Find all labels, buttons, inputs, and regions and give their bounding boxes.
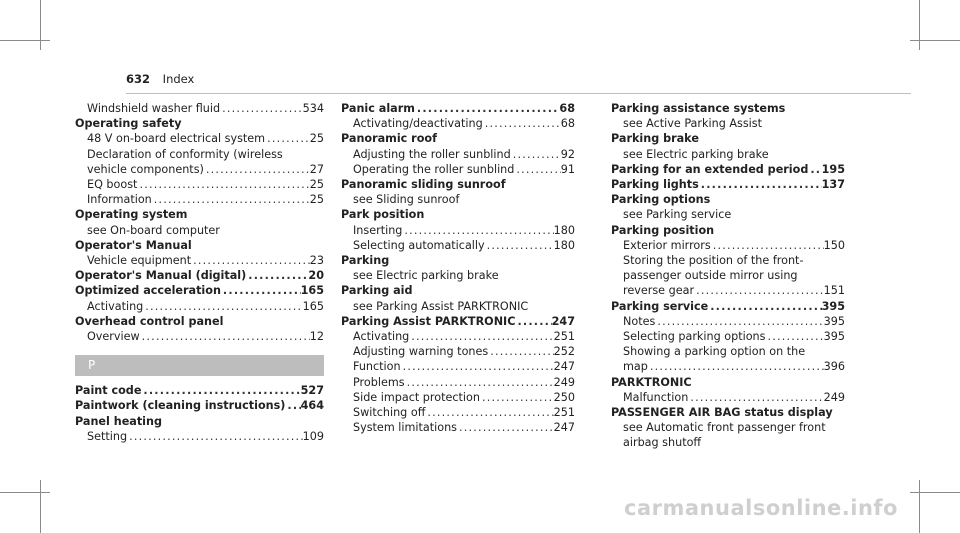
page-reference[interactable]: 249 — [553, 375, 575, 389]
leader-dots — [514, 162, 560, 177]
entry-text: airbag shutoff — [623, 436, 702, 450]
index-column-3 — [611, 101, 845, 451]
index-subentry — [75, 329, 324, 344]
entry-text: Operator's Manual (digital) — [75, 269, 247, 283]
page-reference[interactable]: 180 — [553, 238, 575, 252]
entry-text: see Sliding sunroof — [353, 193, 460, 207]
entry-text: Panoramic sliding sunroof — [341, 178, 506, 192]
leader-dots — [191, 253, 310, 268]
page-reference[interactable]: 27 — [309, 162, 324, 176]
page-reference[interactable]: 395 — [823, 330, 845, 344]
entry-text: Park position — [341, 208, 425, 222]
entry-text: Information — [87, 193, 152, 207]
entry-text: Problems — [353, 375, 405, 389]
entry-text: Optimized acceleration — [75, 284, 221, 298]
index-entry — [341, 314, 575, 329]
entry-text: see Parking service — [623, 208, 732, 222]
page-reference[interactable]: 25 — [309, 193, 324, 207]
index-subentry — [341, 344, 575, 359]
index-subentry — [341, 420, 575, 435]
page-reference[interactable]: 25 — [309, 132, 324, 146]
entry-text: Notes — [623, 314, 656, 328]
index-entry — [75, 268, 324, 283]
entry-text: Parking — [341, 254, 390, 268]
page-reference[interactable]: 251 — [553, 406, 575, 420]
entry-text: EQ boost — [87, 178, 138, 192]
entry-text: see Electric parking brake — [353, 269, 499, 283]
index-subentry — [341, 405, 575, 420]
leader-dots — [708, 299, 821, 314]
index-subentry — [611, 147, 845, 162]
entry-text: Vehicle equipment — [87, 254, 192, 268]
page-reference[interactable]: 249 — [823, 390, 845, 404]
page-reference[interactable]: 247 — [551, 314, 575, 328]
page-reference[interactable]: 109 — [302, 429, 324, 443]
index-entry — [611, 375, 845, 390]
entry-text: see Parking Assist PARKTRONIC — [353, 299, 529, 313]
index-entry — [75, 414, 324, 429]
entry-text: Paint code — [75, 384, 142, 398]
index-subentry — [611, 359, 845, 374]
page-header — [126, 72, 194, 86]
page-reference[interactable]: 195 — [821, 162, 845, 176]
leader-dots — [221, 283, 301, 298]
index-subentry — [75, 162, 324, 177]
entry-text: 48 V on-board electrical system — [87, 132, 266, 146]
index-subentry — [611, 329, 845, 344]
entry-text: Panel heating — [75, 414, 162, 428]
index-subentry — [611, 420, 845, 435]
entry-text: see Active Parking Assist — [623, 117, 762, 131]
page-reference[interactable]: 150 — [823, 238, 845, 252]
index-entry — [75, 207, 324, 222]
index-column-2 — [341, 101, 575, 435]
index-subentry — [341, 359, 575, 374]
leader-dots — [694, 283, 824, 298]
index-subentry — [341, 329, 575, 344]
leader-dots — [137, 177, 309, 192]
page-reference[interactable]: 12 — [309, 330, 324, 344]
page-reference[interactable]: 251 — [553, 330, 575, 344]
leader-dots — [409, 329, 553, 344]
leader-dots — [425, 405, 553, 420]
index-subentry — [611, 344, 845, 359]
leader-dots — [401, 359, 554, 374]
leader-dots — [140, 329, 310, 344]
entry-text: Activating — [353, 330, 410, 344]
page-reference[interactable]: 25 — [309, 178, 324, 192]
index-subentry — [611, 314, 845, 329]
leader-dots — [152, 192, 310, 207]
leader-dots — [402, 223, 553, 238]
index-subentry — [341, 223, 575, 238]
page-reference[interactable]: 91 — [560, 162, 575, 176]
index-subentry — [341, 375, 575, 390]
page-reference[interactable]: 165 — [300, 284, 324, 298]
index-entry — [341, 131, 575, 146]
entry-text: Operating safety — [75, 117, 182, 131]
page-reference[interactable]: 137 — [821, 178, 845, 192]
page-number: 632 — [126, 72, 151, 86]
leader-dots — [648, 359, 824, 374]
index-entry — [75, 383, 324, 398]
entry-text: Paintwork (cleaning instructions) — [75, 399, 286, 413]
index-subentry — [611, 435, 845, 450]
leader-dots — [143, 299, 302, 314]
crop-mark — [910, 492, 960, 493]
crop-mark — [40, 0, 41, 50]
entry-text: Operating the roller sunblind — [353, 162, 515, 176]
crop-mark — [919, 480, 920, 533]
entry-text: Overview — [87, 330, 140, 344]
leader-dots — [480, 390, 554, 405]
entry-text: passenger outside mirror using — [623, 269, 798, 283]
leader-dots — [285, 398, 300, 413]
index-subentry — [611, 253, 845, 268]
page-reference[interactable]: 68 — [559, 102, 575, 115]
entry-text: Switching off — [353, 406, 426, 420]
entry-text: Setting — [87, 429, 128, 443]
index-subentry — [75, 223, 324, 238]
page-reference[interactable]: 464 — [300, 399, 324, 413]
leader-dots — [511, 147, 561, 162]
index-entry — [341, 177, 575, 192]
page-title: Index — [162, 72, 195, 86]
page-reference[interactable]: 252 — [553, 345, 575, 359]
index-subentry — [611, 238, 845, 253]
entry-text: Parking position — [611, 223, 715, 237]
index-column-1 — [75, 101, 324, 444]
entry-text: Parking assistance systems — [611, 102, 786, 115]
index-subentry — [341, 238, 575, 253]
index-entry — [611, 223, 845, 238]
leader-dots — [765, 329, 823, 344]
leader-dots — [688, 390, 823, 405]
index-subentry — [75, 429, 324, 444]
entry-text: Selecting automatically — [353, 238, 485, 252]
entry-text: Activating/deactivating — [353, 117, 483, 131]
entry-text: Parking lights — [611, 178, 699, 192]
crop-mark — [40, 480, 41, 533]
index-subentry — [611, 283, 845, 298]
index-subentry — [611, 268, 845, 283]
leader-dots — [515, 314, 551, 329]
entry-text: see Automatic front passenger front — [623, 421, 826, 435]
index-subentry — [75, 192, 324, 207]
entry-text: Adjusting warning tones — [353, 345, 489, 359]
crop-mark — [0, 492, 50, 493]
page-reference[interactable]: 20 — [308, 269, 324, 283]
leader-dots — [483, 116, 561, 131]
index-entry — [611, 299, 845, 314]
index-entry — [611, 192, 845, 207]
entry-text: map — [623, 360, 648, 374]
entry-text: Showing a parking option on the — [623, 345, 806, 359]
entry-text: see Electric parking brake — [623, 147, 769, 161]
letter-section-header: P — [75, 355, 324, 376]
entry-text: Storing the position of the front- — [623, 254, 804, 268]
index-entry — [611, 177, 845, 192]
entry-text: Parking options — [611, 193, 711, 207]
page-reference[interactable]: 247 — [553, 360, 575, 374]
index-subentry — [75, 101, 324, 116]
page-reference[interactable]: 250 — [553, 390, 575, 404]
leader-dots — [141, 383, 300, 398]
entry-text: Selecting parking options — [623, 330, 766, 344]
index-entry — [611, 101, 845, 116]
index-subentry — [75, 147, 324, 162]
leader-dots — [488, 344, 553, 359]
page-reference[interactable]: 247 — [553, 421, 575, 435]
leader-dots — [457, 420, 554, 435]
index-subentry — [75, 131, 324, 146]
leader-dots — [127, 429, 303, 444]
entry-text: Parking for an extended period — [611, 162, 809, 176]
page-reference[interactable]: 396 — [823, 360, 845, 374]
watermark: carmanualsonline.info — [624, 496, 898, 520]
index-entry — [75, 238, 324, 253]
entry-text: Overhead control panel — [75, 314, 224, 328]
leader-dots — [808, 162, 821, 177]
leader-dots — [711, 238, 824, 253]
entry-text: Parking aid — [341, 284, 413, 298]
entry-text: Windshield washer fluid — [87, 102, 221, 115]
entry-text: Function — [353, 360, 401, 374]
entry-text: Parking brake — [611, 132, 699, 146]
entry-text: Panoramic roof — [341, 132, 437, 146]
index-subentry — [341, 147, 575, 162]
entry-text: vehicle components) — [87, 162, 204, 176]
index-entry — [341, 283, 575, 298]
entry-text: PARKTRONIC — [611, 375, 692, 389]
index-subentry — [611, 207, 845, 222]
page-reference[interactable]: 180 — [553, 223, 575, 237]
index-entry — [75, 398, 324, 413]
leader-dots — [655, 314, 823, 329]
entry-text: Operator's Manual — [75, 238, 192, 252]
index-subentry — [341, 390, 575, 405]
page-reference[interactable]: 534 — [302, 102, 324, 115]
entry-text: Parking service — [611, 299, 709, 313]
header-divider — [126, 93, 911, 94]
index-entry — [341, 101, 575, 116]
leader-dots — [699, 177, 822, 192]
page-reference[interactable]: 395 — [823, 314, 845, 328]
entry-text: Operating system — [75, 208, 188, 222]
page-reference[interactable]: 151 — [823, 284, 845, 298]
index-subentry — [341, 162, 575, 177]
leader-dots — [220, 101, 303, 116]
entry-text: Side impact protection — [353, 390, 480, 404]
entry-text: Malfunction — [623, 390, 689, 404]
entry-text: Activating — [87, 299, 144, 313]
index-subentry — [75, 177, 324, 192]
leader-dots — [415, 101, 560, 116]
crop-mark — [0, 40, 50, 41]
index-subentry — [341, 268, 575, 283]
entry-text: Exterior mirrors — [623, 238, 711, 252]
page-reference[interactable]: 395 — [821, 299, 845, 313]
index-subentry — [75, 299, 324, 314]
index-subentry — [341, 192, 575, 207]
entry-text: reverse gear — [623, 284, 695, 298]
entry-text: PASSENGER AIR BAG status display — [611, 406, 833, 420]
index-subentry — [341, 299, 575, 314]
entry-text: Adjusting the roller sunblind — [353, 147, 511, 161]
crop-mark — [919, 0, 920, 50]
leader-dots — [265, 131, 310, 146]
leader-dots — [405, 375, 554, 390]
leader-dots — [485, 238, 554, 253]
index-entry — [611, 131, 845, 146]
page-reference[interactable]: 92 — [560, 147, 575, 161]
index-entry — [75, 116, 324, 131]
entry-text: see On-board computer — [87, 223, 220, 237]
index-entry — [341, 207, 575, 222]
index-subentry — [611, 116, 845, 131]
leader-dots — [204, 162, 310, 177]
leader-dots — [246, 268, 308, 283]
index-entry — [611, 405, 845, 420]
index-subentry — [611, 390, 845, 405]
index-entry — [75, 283, 324, 298]
index-entry — [611, 162, 845, 177]
page-reference[interactable]: 165 — [302, 299, 324, 313]
page-reference[interactable]: 527 — [300, 384, 324, 398]
page-reference[interactable]: 68 — [560, 117, 575, 131]
entry-text: System limitations — [353, 421, 457, 435]
entry-text: Inserting — [353, 223, 403, 237]
entry-text: Declaration of conformity (wireless — [87, 147, 283, 161]
index-subentry — [75, 253, 324, 268]
entry-text: Parking Assist PARKTRONIC — [341, 314, 516, 328]
index-entry — [341, 253, 575, 268]
entry-text: Panic alarm — [341, 102, 415, 115]
crop-mark — [910, 40, 960, 41]
index-subentry — [341, 116, 575, 131]
page-reference[interactable]: 23 — [309, 254, 324, 268]
index-entry — [75, 314, 324, 329]
